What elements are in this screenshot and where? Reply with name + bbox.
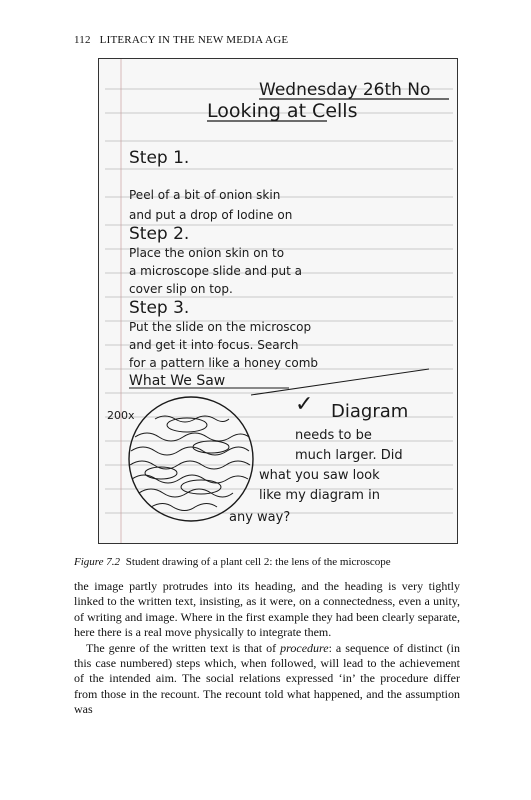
figure-caption-text: Student drawing of a plant cell 2: the lens of the microscope [125, 556, 391, 568]
step1-heading: Step 1. [129, 148, 190, 168]
paragraph-2-rest: : a sequence of distinct (in this case numbered) steps which, when followed, will lead to the achievement of the intended aim. The social relations expressed ‘in’ the procedure differ from those in the recount. The recount told what happened, and the assumption was [74, 640, 460, 717]
running-head [74, 34, 288, 46]
paragraph-2 [74, 641, 460, 718]
handwritten-date: Wednesday 26th No [259, 80, 431, 100]
step3-heading: Step 3. [129, 298, 190, 318]
comment-line-6: any way? [229, 510, 291, 525]
page-number: 112 [74, 34, 91, 46]
what-we-saw-heading: What We Saw [129, 373, 226, 389]
paragraph-1: the image partly protrudes into its heading, and the heading is very tightly linked to the written text, insisting, as it were, on a connectedness, even a unity, of writing and image. Where in the first example they had been clearly separate, here there is a real move physically to integrate them. [74, 579, 460, 640]
figure-caption [74, 556, 391, 568]
step2-heading: Step 2. [129, 224, 190, 244]
comment-line-4: what you saw look [259, 468, 380, 483]
step3-line2: and get it into focus. Search [129, 338, 299, 352]
comment-line-3: much larger. Did [295, 448, 403, 463]
cell-drawing [129, 397, 253, 521]
worksheet-scan [99, 59, 457, 543]
body-text [74, 579, 460, 718]
procedure-term: procedure [280, 640, 329, 655]
tick-mark: ✓ [295, 392, 314, 417]
step2-line2: a microscope slide and put a [129, 264, 303, 278]
step2-line3: cover slip on top. [129, 282, 233, 296]
step3-line1: Put the slide on the microscop [129, 320, 312, 334]
running-head-title: LITERACY IN THE NEW MEDIA AGE [99, 34, 289, 46]
magnification-label: 200x [107, 409, 135, 422]
handwritten-title: Looking at Cells [207, 100, 358, 122]
step3-line3: for a pattern like a honey comb [129, 356, 319, 370]
comment-line-2: needs to be [295, 428, 372, 443]
comment-line-5: like my diagram in [259, 488, 380, 503]
step1-line2: and put a drop of Iodine on [129, 208, 293, 222]
step1-line1: Peel of a bit of onion skin [129, 188, 281, 202]
figure-label: Figure 7.2 [74, 556, 121, 568]
paragraph-2-start: The genre of the written text is that of [86, 640, 281, 655]
student-worksheet-figure [98, 58, 458, 544]
comment-line-1: Diagram [331, 401, 409, 422]
step2-line1: Place the onion skin on to [129, 246, 285, 260]
